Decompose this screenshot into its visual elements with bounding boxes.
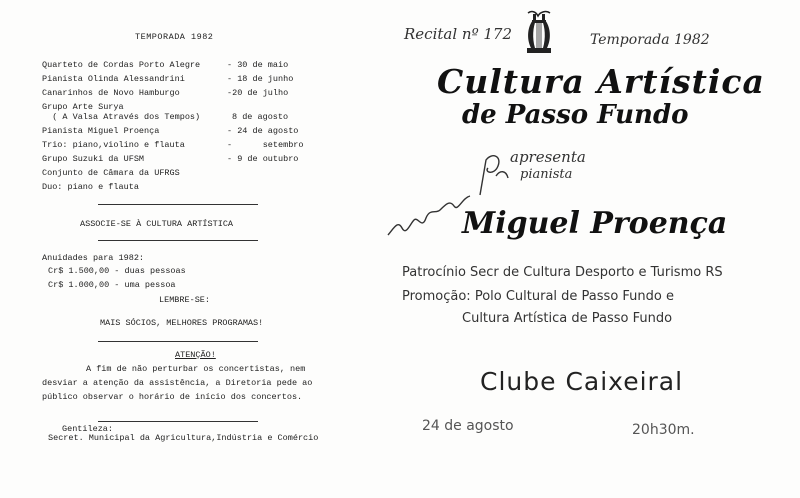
- promotion-line: Promoção: Polo Cultural de Passo Fundo e: [402, 289, 674, 304]
- season-date: - 30 de maio: [227, 60, 289, 70]
- pianist-label: pianista: [520, 167, 573, 182]
- season-act: Quarteto de Cordas Porto Alegre: [42, 60, 201, 70]
- lyre-icon: [524, 10, 554, 54]
- season-item: [42, 74, 294, 84]
- season-act: Pianista Olinda Alessandrini: [42, 74, 185, 84]
- season-act: Canarinhos de Novo Hamburgo: [42, 88, 180, 98]
- season-act: Duo: piano e flauta: [42, 182, 139, 192]
- season-date: - 24 de agosto: [227, 126, 299, 136]
- mais-socios-slogan: MAIS SÓCIOS, MELHORES PROGRAMAS!: [100, 318, 264, 328]
- venue-name: Clube Caixeiral: [480, 367, 684, 396]
- fee-item: Cr$ 1.500,00 - duas pessoas: [48, 266, 186, 276]
- season-item: [42, 88, 289, 98]
- recital-number: Recital nº 172: [404, 25, 513, 43]
- season-item: [42, 60, 289, 70]
- atencao-heading: ATENÇÃO!: [175, 350, 216, 360]
- season-date: - setembro: [227, 140, 304, 150]
- season-date: -20 de julho: [227, 88, 289, 98]
- divider: [98, 341, 258, 342]
- season-label: Temporada 1982: [590, 32, 710, 48]
- season-date: - 9 de outubro: [227, 154, 299, 164]
- divider: [98, 421, 258, 422]
- fees-title: Anuidades para 1982:: [42, 253, 145, 263]
- season-act: Grupo Arte Surya: [42, 102, 124, 112]
- fee-item: Cr$ 1.000,00 - uma pessoa: [48, 280, 176, 290]
- presents-text: apresenta: [510, 148, 586, 166]
- season-item: [42, 168, 180, 178]
- season-date: - 18 de junho: [227, 74, 294, 84]
- season-act: Trio: piano,violino e flauta: [42, 140, 185, 150]
- season-item: [42, 140, 304, 150]
- sponsor-line: Patrocínio Secr de Cultura Desporto e Turismo RS: [402, 265, 723, 280]
- gentileza-heading: Gentileza:: [62, 424, 114, 434]
- season-act: Grupo Suzuki da UFSM: [42, 154, 145, 164]
- associe-heading: ASSOCIE-SE À CULTURA ARTÍSTICA: [80, 219, 234, 229]
- pianist-name: Miguel Proença: [462, 206, 728, 241]
- lembre-heading: LEMBRE-SE:: [159, 295, 211, 305]
- season-date: 8 de agosto: [232, 112, 289, 122]
- season-act: ( A Valsa Através dos Tempos): [42, 112, 201, 122]
- divider: [98, 240, 258, 241]
- divider: [98, 204, 258, 205]
- season-item: [42, 182, 139, 192]
- gentileza-text: Secret. Municipal da Agricultura,Indústria e Comércio: [48, 433, 319, 443]
- season-act: Conjunto de Câmara da UFRGS: [42, 168, 180, 178]
- season-item: [42, 126, 299, 136]
- organization-city: de Passo Fundo: [462, 100, 689, 130]
- season-title: TEMPORADA 1982: [135, 32, 214, 42]
- atencao-paragraph: A fim de não perturbar os concertistas, nem desviar a atenção da assistência, a Diretoria pede ao público observar o horário de início dos concertos.: [42, 364, 313, 402]
- season-act: Pianista Miguel Proença: [42, 126, 160, 136]
- event-date: 24 de agosto: [422, 418, 514, 434]
- organization-name: Cultura Artística: [437, 62, 765, 101]
- season-item: [42, 102, 124, 112]
- event-time: 20h30m.: [632, 422, 695, 438]
- season-item: [42, 154, 299, 164]
- promotion-line-2: Cultura Artística de Passo Fundo: [462, 311, 673, 326]
- season-item: [42, 112, 289, 122]
